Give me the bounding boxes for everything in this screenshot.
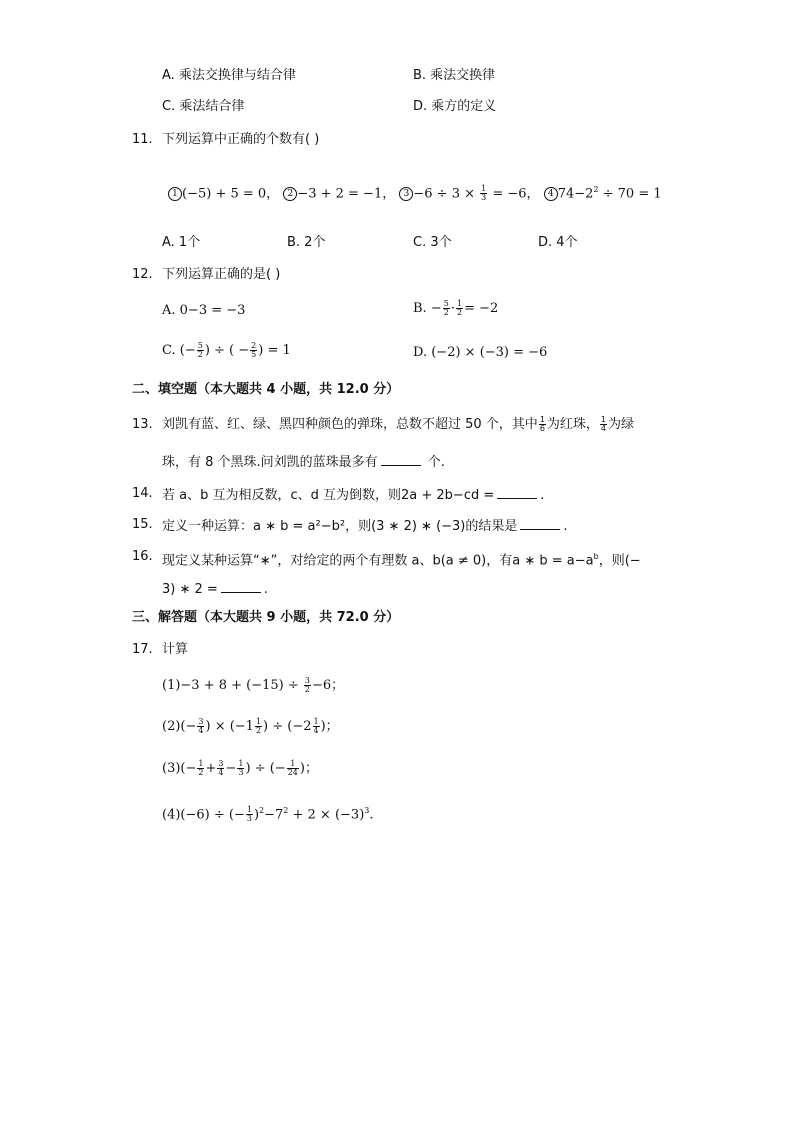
fraction [304, 677, 311, 694]
answer-blank[interactable] [381, 452, 421, 466]
text: 为红珠， [546, 417, 599, 432]
fraction [480, 185, 487, 202]
denominator: 2 [255, 726, 262, 735]
fraction [539, 416, 546, 433]
q12-option-d[interactable]: D. (−2) × (−3) = −6 [413, 345, 548, 360]
text: 现定义某种运算“∗”，对给定的两个有理数 a、b(a ≠ 0)，有a ∗ b = a−a [162, 553, 594, 569]
q12-option-a[interactable]: A. 0−3 = −3 [162, 303, 246, 318]
answer-blank[interactable] [520, 516, 560, 530]
denominator: 2 [304, 685, 310, 694]
expr: − [225, 761, 237, 776]
fraction [313, 718, 320, 735]
q17-part-3 [162, 760, 318, 778]
q15-number: 15. [132, 517, 153, 532]
denominator: 3 [238, 768, 244, 777]
answer-blank[interactable] [497, 485, 537, 499]
numerator: 1 [539, 415, 545, 424]
q11-item-4-pre: 74−2 [557, 186, 594, 202]
numerator: 3 [198, 717, 204, 726]
q10-option-b[interactable]: B. 乘法交换律 [413, 68, 496, 83]
fraction [255, 718, 262, 735]
expr: ) ÷ ( − [204, 343, 250, 358]
numerator: 1 [246, 805, 252, 815]
circled-number-2: 2 [283, 187, 297, 201]
numerator: 3 [304, 676, 310, 685]
numerator: 1 [255, 717, 262, 726]
q10-option-d[interactable]: D. 乘方的定义 [413, 99, 497, 114]
denominator: 6 [539, 424, 545, 433]
numerator: 1 [287, 760, 299, 769]
q13-line-1 [162, 416, 634, 434]
q17-number: 17. [132, 642, 153, 657]
numerator: 1 [198, 759, 204, 768]
q11-option-b[interactable]: B. 2个 [287, 235, 326, 250]
q17-stem: 计算 [162, 642, 189, 657]
q13-number: 13. [132, 417, 153, 432]
q11-item-4-post: ÷ 70 = 1 [598, 186, 662, 202]
exponent: 2 [259, 806, 265, 815]
q11-option-a[interactable]: A. 1个 [162, 235, 201, 250]
text: 定义一种运算：a ∗ b = a²−b²，则(3 ∗ 2) ∗ (−3)的结果是 [162, 519, 518, 534]
q17-part-1 [162, 677, 344, 695]
denominator: 4 [313, 726, 319, 735]
equation-result: = −2 [464, 301, 499, 316]
exponent: 2 [593, 185, 599, 194]
fraction [197, 718, 204, 735]
exponent: b [593, 552, 599, 561]
equation-result: ) = 1 [258, 343, 291, 358]
fraction [217, 760, 224, 777]
expr: −7 [264, 807, 284, 823]
q10-option-c[interactable]: C. 乘法结合律 [162, 99, 245, 114]
denominator: 5 [251, 350, 257, 359]
denominator: 2 [198, 768, 204, 777]
text: 为绿 [608, 417, 635, 432]
expr: + 2 × (−3) [288, 807, 365, 823]
expr: (1)−3 + 8 + (−15) ÷ [162, 678, 303, 693]
circled-number-4: 4 [544, 187, 558, 201]
denominator: 4 [198, 726, 204, 735]
numerator: 1 [600, 415, 607, 424]
fraction [197, 760, 204, 777]
q12-option-b[interactable] [413, 300, 498, 318]
text: . [563, 519, 568, 534]
expr: (3)(− [162, 761, 197, 776]
expr: ) ÷ (−2 [263, 719, 312, 734]
section-heading-answer: 三、解答题（本大题共 9 小题，共 72.0 分） [132, 610, 400, 625]
q12-stem: 下列运算正确的是( ) [162, 267, 281, 282]
q11-stem: 下列运算中正确的个数有( ) [162, 132, 320, 147]
q14-text [162, 485, 544, 505]
q17-part-2 [162, 718, 339, 736]
q11-option-d[interactable]: D. 4个 [538, 235, 578, 250]
q10-option-a[interactable]: A. 乘法交换律与结合律 [162, 68, 296, 83]
q16-line-2 [162, 579, 268, 599]
numerator: 1 [456, 299, 463, 308]
expr: + [205, 761, 217, 776]
expr: −6； [312, 678, 345, 693]
expr: . [369, 807, 374, 823]
q12-number: 12. [132, 267, 153, 282]
denominator: 4 [218, 768, 224, 777]
expr: (2)(− [162, 719, 197, 734]
denominator: 4 [600, 424, 607, 433]
fraction [287, 760, 299, 777]
expr: (4)(−6) ÷ (− [162, 807, 245, 823]
fraction [197, 342, 204, 359]
circled-number-3: 3 [399, 187, 413, 201]
option-label: B. [413, 301, 427, 316]
fraction [600, 416, 607, 433]
expr: )； [299, 761, 318, 776]
q11-item-2: −3 + 2 = −1， [297, 186, 396, 202]
q11-items [168, 181, 662, 203]
q11-number: 11. [132, 132, 153, 147]
q15-text [162, 516, 568, 536]
q11-item-3-pre: −6 ÷ 3 × [413, 186, 480, 202]
numerator: 1 [238, 759, 244, 768]
q11-item-1: (−5) + 5 = 0， [182, 186, 280, 202]
fraction [456, 300, 463, 317]
expr: )； [320, 719, 339, 734]
text: 刘凯有蓝、红、绿、黑四种颜色的弹珠，总数不超过 50 个，其中 [162, 417, 538, 432]
expr: ) × (−1 [205, 719, 254, 734]
q13-line-2 [162, 452, 445, 472]
numerator: 3 [218, 759, 224, 768]
q14-number: 14. [132, 486, 153, 501]
text: 珠，有 8 个黑珠.问刘凯的蓝珠最多有 [162, 455, 378, 470]
denominator: 24 [287, 768, 298, 777]
operator: · [450, 301, 455, 316]
answer-blank[interactable] [221, 579, 261, 593]
denominator: 3 [481, 193, 487, 203]
denominator: 2 [443, 308, 449, 317]
q17-part-4 [162, 802, 374, 824]
fraction [250, 342, 257, 359]
text: . [263, 582, 268, 597]
q16-line-1 [162, 548, 641, 570]
sign: − [430, 301, 442, 316]
denominator: 2 [197, 350, 203, 359]
option-label: C. [162, 343, 176, 358]
denominator: 2 [456, 308, 463, 317]
q12-option-c[interactable] [162, 342, 291, 360]
numerator: 5 [443, 299, 449, 308]
exponent: 2 [283, 806, 289, 815]
section-heading-fill-in: 二、填空题（本大题共 4 小题，共 12.0 分） [132, 382, 400, 397]
fraction [443, 300, 450, 317]
denominator: 3 [246, 814, 252, 824]
expr: ) [253, 807, 260, 823]
expr: ) ÷ (− [245, 761, 286, 776]
text: 若 a、b 互为相反数，c、d 互为倒数，则2a + 2b−cd = [162, 488, 495, 503]
text: . [540, 488, 545, 503]
text: 3) ∗ 2 = [162, 582, 218, 597]
exponent: 3 [364, 806, 370, 815]
circled-number-1: 1 [168, 187, 182, 201]
text: 个. [423, 455, 445, 470]
q11-option-c[interactable]: C. 3个 [413, 235, 452, 250]
numerator: 1 [313, 717, 319, 726]
q11-item-3-post: = −6， [488, 186, 540, 202]
fraction [237, 760, 244, 777]
numerator: 1 [481, 184, 487, 194]
numerator: 2 [251, 341, 257, 350]
q16-number: 16. [132, 549, 153, 564]
fraction [246, 806, 253, 823]
text: ，则(− [598, 553, 641, 569]
numerator: 5 [197, 341, 203, 350]
expr: (− [179, 343, 196, 358]
